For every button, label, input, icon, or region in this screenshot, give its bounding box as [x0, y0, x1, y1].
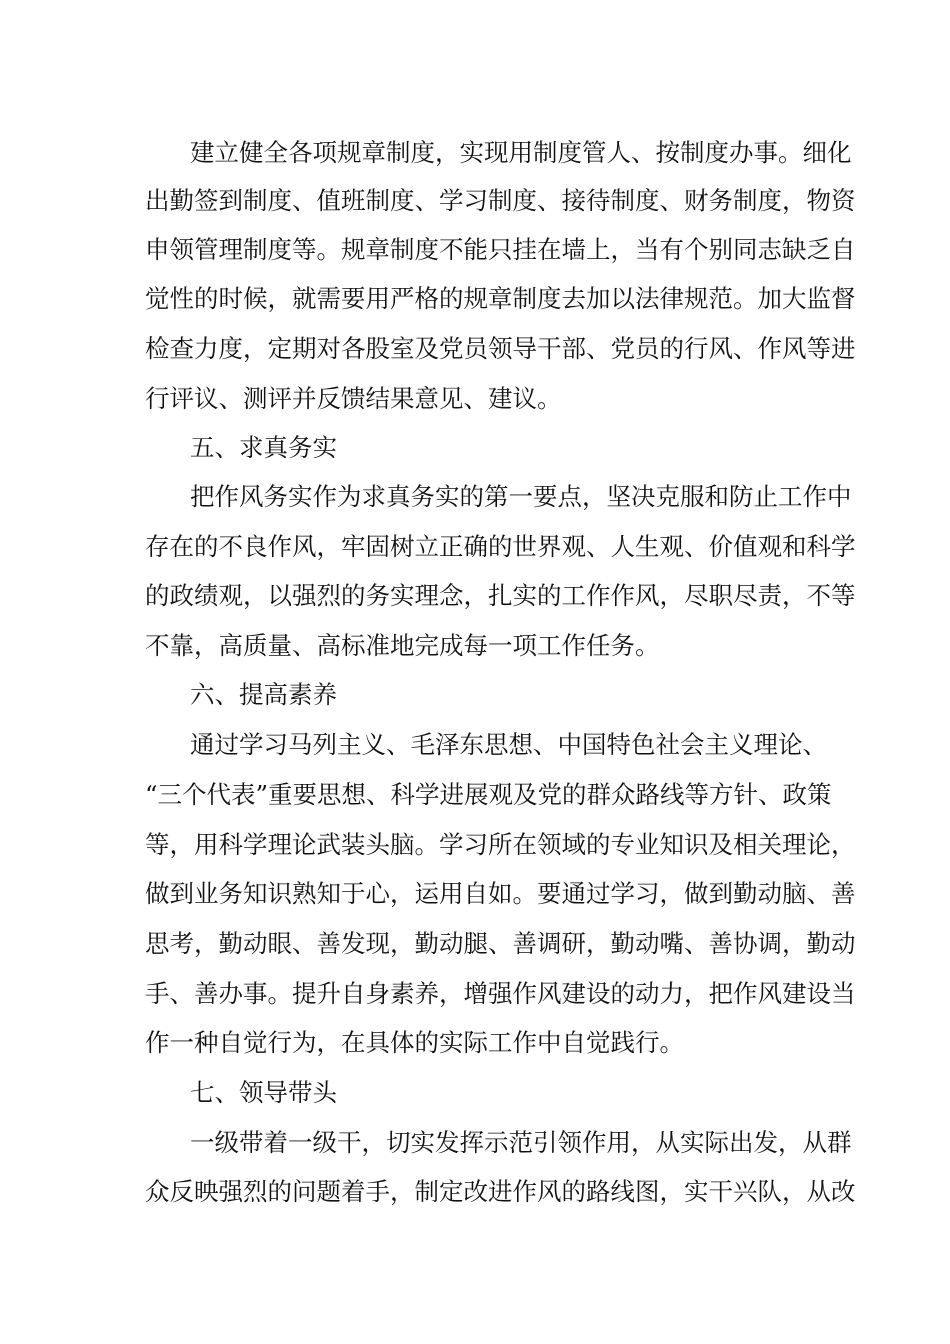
paragraph-line: 申领管理制度等。规章制度不能只挂在墙上，当有个别同志缺乏自 — [145, 235, 856, 264]
paragraph-line: 做到业务知识熟知于心，运用自如。要通过学习，做到勤动脑、善 — [145, 879, 856, 908]
paragraph-line: 不靠，高质量、高标准地完成每一项工作任务。 — [145, 631, 660, 660]
section-heading: 七、领导带头 — [190, 1078, 337, 1107]
paragraph-line: 出勤签到制度、值班制度、学习制度、接待制度、财务制度，物资 — [145, 186, 856, 215]
paragraph-line: 存在的不良作风，牢固树立正确的世界观、人生观、价值观和科学 — [145, 532, 856, 561]
paragraph-line: 的政绩观，以强烈的务实理念，扎实的工作作风，尽职尽责，不等 — [145, 581, 856, 610]
paragraph-line: 检查力度，定期对各股室及党员领导干部、党员的行风、作风等进 — [145, 334, 856, 363]
paragraph-line: 手、善办事。提升自身素养，增强作风建设的动力，把作风建设当 — [145, 979, 856, 1008]
section-heading: 六、提高素养 — [190, 680, 337, 709]
paragraph-line: 觉性的时候，就需要用严格的规章制度去加以法律规范。加大监督 — [145, 284, 856, 313]
paragraph-line: 等，用科学理论武装头脑。学习所在领域的专业知识及相关理论， — [145, 830, 856, 859]
paragraph-line: 思考，勤动眼、善发现，勤动腿、善调研，勤动嘴、善协调，勤动 — [145, 929, 856, 958]
paragraph-line: 建立健全各项规章制度，实现用制度管人、按制度办事。细化 — [190, 138, 852, 167]
paragraph-line: 把作风务实作为求真务实的第一要点，坚决克服和防止工作中 — [190, 482, 852, 511]
paragraph-line: 通过学习马列主义、毛泽东思想、中国特色社会主义理论、 — [190, 730, 827, 759]
paragraph-line: 众反映强烈的问题着手，制定改进作风的路线图，实干兴队，从改 — [145, 1177, 856, 1206]
paragraph-line: 作一种自觉行为，在具体的实际工作中自觉践行。 — [145, 1028, 684, 1057]
paragraph-line: 行评议、测评并反馈结果意见、建议。 — [145, 384, 562, 413]
paragraph-line: 一级带着一级干，切实发挥示范引领作用，从实际出发，从群 — [190, 1128, 852, 1157]
paragraph-line: “三个代表”重要思想、科学进展观及党的群众路线等方针、政策 — [145, 780, 832, 809]
section-heading: 五、求真务实 — [190, 433, 337, 462]
